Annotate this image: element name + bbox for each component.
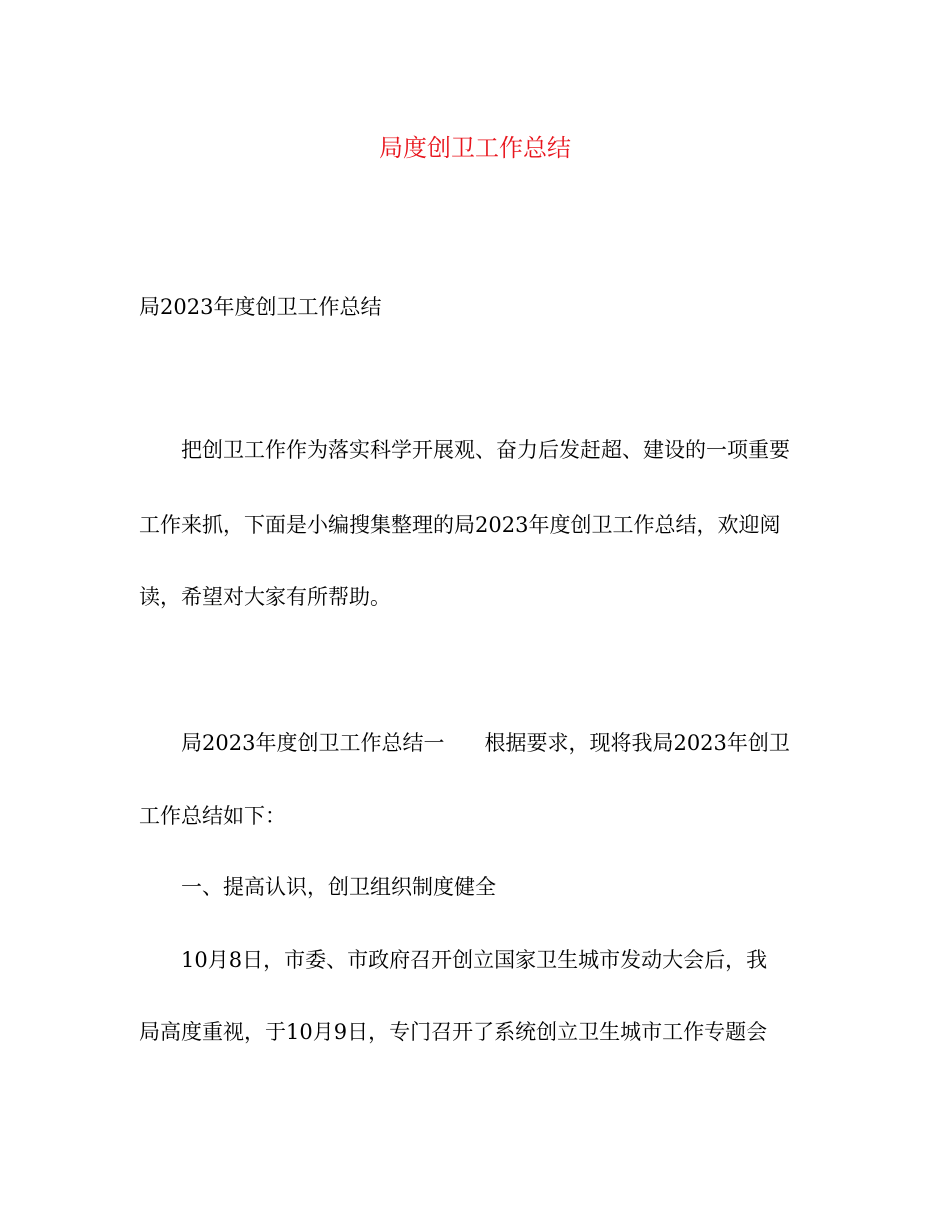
body-line-1: 10月8日，市委、市政府召开创立国家卫生城市发动大会后，我: [181, 948, 768, 972]
section-one-heading: [181, 728, 790, 758]
intro-line-2: 工作来抓，下面是小编搜集整理的局2023年度创卫工作总结，欢迎阅: [139, 513, 781, 537]
intro-line-1: 把创卫工作作为落实科学开展观、奋力后发赶超、建设的一项重要: [181, 438, 790, 462]
document-subtitle: 局2023年度创卫工作总结: [139, 295, 382, 319]
section-one-title: 局2023年度创卫工作总结一: [181, 731, 445, 755]
section-one-continuation: 工作总结如下：: [139, 804, 286, 828]
point-one-heading: 一、提高认识，创卫组织制度健全: [181, 875, 496, 899]
section-one-lead: 根据要求，现将我局2023年创卫: [484, 731, 790, 755]
intro-line-3: 读，希望对大家有所帮助。: [139, 585, 391, 609]
document-title: 局度创卫工作总结: [379, 134, 571, 162]
body-line-2: 局高度重视，于10月9日，专门召开了系统创立卫生城市工作专题会: [139, 1020, 768, 1044]
